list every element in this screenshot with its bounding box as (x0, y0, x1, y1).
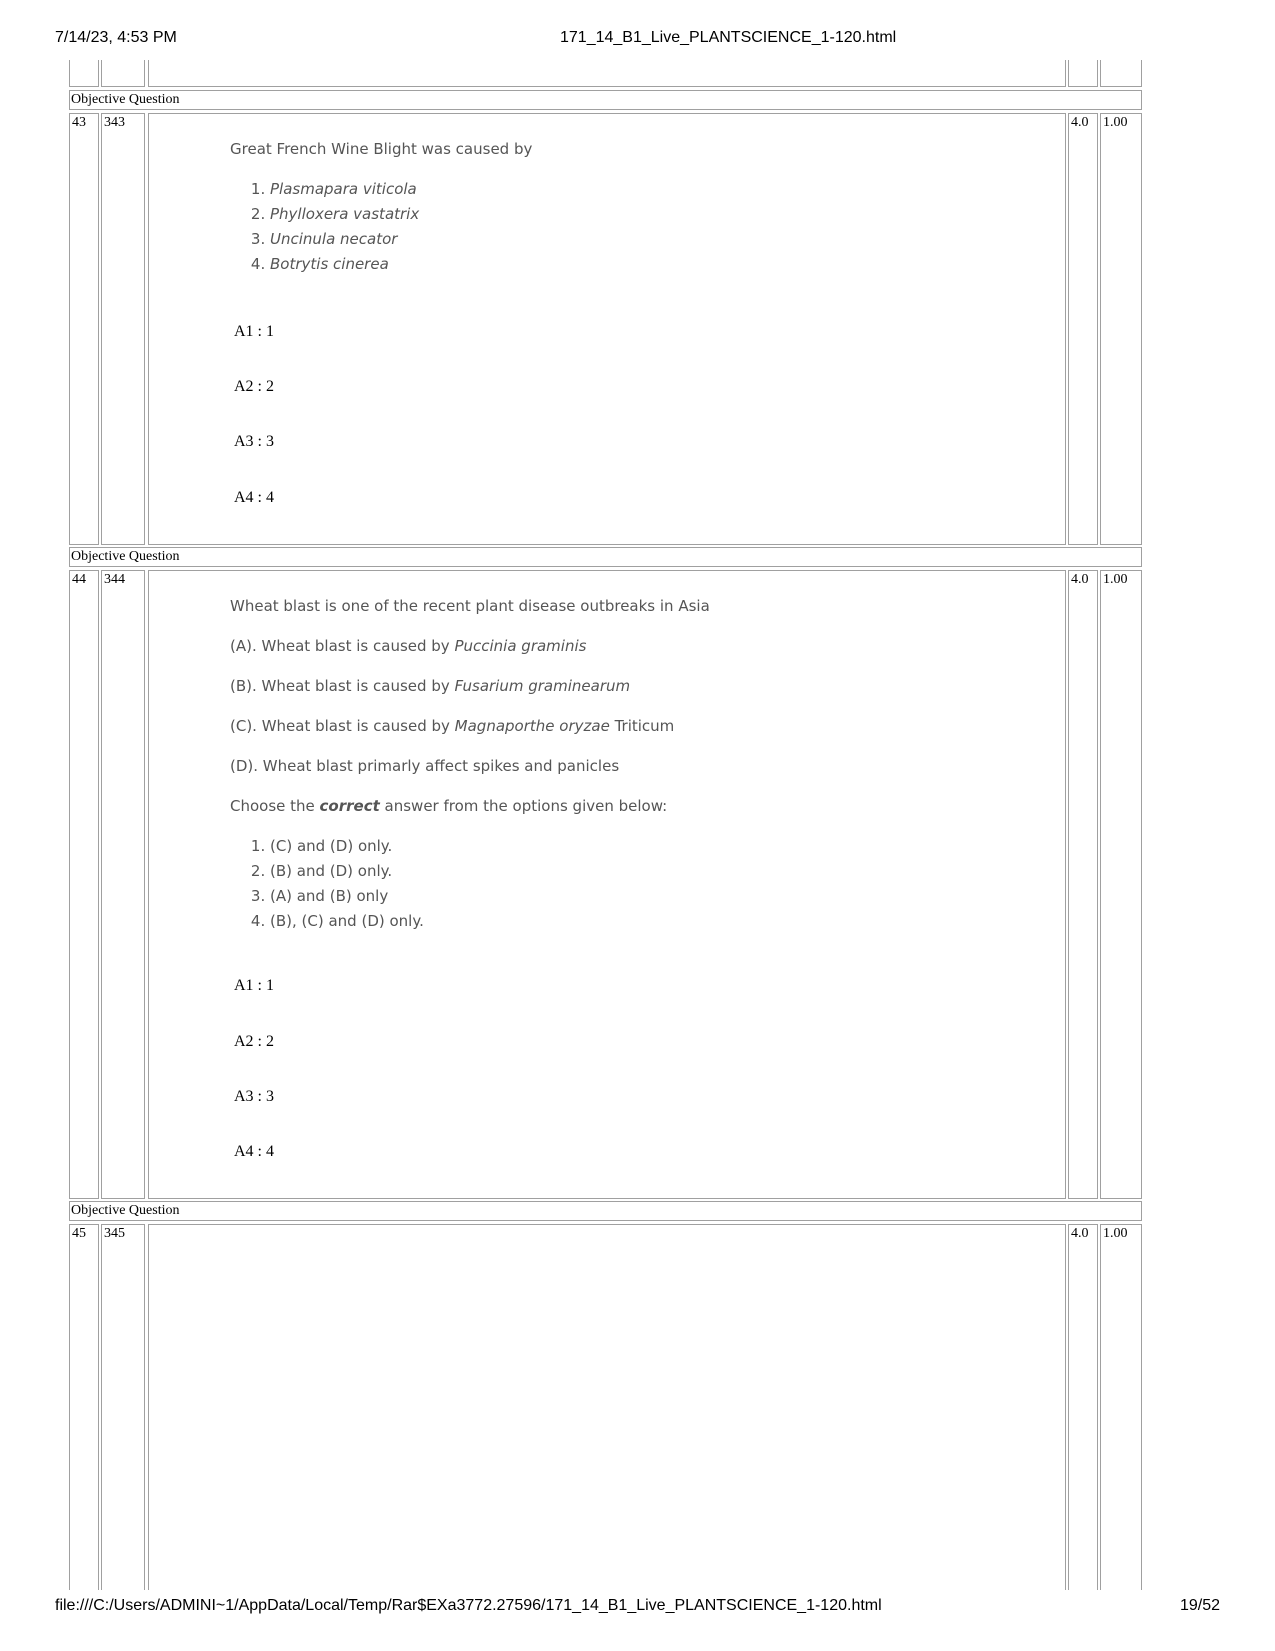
option-item: 4. (B), (C) and (D) only. (270, 909, 1180, 934)
option-item: 3. Uncinula necator (270, 227, 1180, 252)
print-page-number: 19/52 (1179, 1597, 1220, 1614)
question-stem: Wheat blast is one of the recent plant disease outbreaks in Asia (230, 597, 710, 615)
prev-row-qid-cell (101, 60, 145, 87)
question-serial: 44 (72, 572, 86, 587)
prev-row-serial-cell (69, 60, 99, 87)
statement-c: (C). Wheat blast is caused by Magnaporthe oryzae Triticum (230, 717, 675, 735)
answer-option-3: A3 : 3 (234, 1088, 274, 1105)
question-body (230, 596, 1180, 934)
statement-b: (B). Wheat blast is caused by Fusarium graminearum (230, 677, 631, 695)
answer-option-2: A2 : 2 (234, 378, 274, 395)
question-id: 344 (104, 572, 125, 587)
question-id: 345 (104, 1226, 125, 1241)
instruction: Choose the correct answer from the options given below: (230, 797, 668, 815)
question-content-cell (148, 1224, 1066, 1590)
answer-option-4: A4 : 4 (234, 489, 274, 506)
question-marks: 4.0 (1071, 572, 1089, 587)
option-item: 4. Botrytis cinerea (270, 252, 1180, 277)
print-footer (55, 1597, 1220, 1619)
answer-option-2: A2 : 2 (234, 1033, 274, 1050)
serial-cell (69, 1224, 99, 1590)
question-serial: 43 (72, 115, 86, 130)
statement-a: (A). Wheat blast is caused by Puccinia graminis (230, 637, 587, 655)
question-body (230, 139, 1180, 277)
section-label-row (69, 547, 1142, 567)
option-list (230, 177, 1180, 277)
statement-d: (D). Wheat blast primarly affect spikes and panicles (230, 757, 620, 775)
question-negative-marks: 1.00 (1103, 572, 1128, 587)
option-item: 3. (A) and (B) only (270, 884, 1180, 909)
serial-cell (69, 113, 99, 545)
answer-option-4: A4 : 4 (234, 1143, 274, 1160)
qid-cell (101, 1224, 145, 1590)
prev-row-negative-cell (1100, 60, 1142, 87)
section-label-row (69, 90, 1142, 110)
qid-cell (101, 113, 145, 545)
print-header (55, 29, 1220, 51)
question-paper-table (69, 60, 1207, 1590)
section-label-row (69, 1201, 1142, 1221)
serial-cell (69, 570, 99, 1199)
prev-row-content-cell (148, 60, 1066, 87)
answer-option-1: A1 : 1 (234, 323, 274, 340)
marks-cell (1068, 1224, 1098, 1590)
answer-option-3: A3 : 3 (234, 433, 274, 450)
question-serial: 45 (72, 1226, 86, 1241)
option-item: 2. Phylloxera vastatrix (270, 202, 1180, 227)
question-negative-marks: 1.00 (1103, 1226, 1128, 1241)
option-item: 1. Plasmapara viticola (270, 177, 1180, 202)
print-file-path: file:///C:/Users/ADMINI~1/AppData/Local/Temp/Rar$EXa3772.27596/171_14_B1_Live_PLANTSCIENCE_1-120.html (55, 1597, 882, 1614)
qid-cell (101, 570, 145, 1199)
negative-marks-cell (1100, 1224, 1142, 1590)
option-item: 1. (C) and (D) only. (270, 834, 1180, 859)
question-marks: 4.0 (1071, 1226, 1089, 1241)
option-list (230, 834, 1180, 934)
question-marks: 4.0 (1071, 115, 1089, 130)
section-label: Objective Question (71, 92, 180, 107)
question-negative-marks: 1.00 (1103, 115, 1128, 130)
print-datetime: 7/14/23, 4:53 PM (55, 29, 177, 46)
option-item: 2. (B) and (D) only. (270, 859, 1180, 884)
section-label: Objective Question (71, 549, 180, 564)
question-stem: Great French Wine Blight was caused by (230, 140, 533, 158)
prev-row-marks-cell (1068, 60, 1098, 87)
question-id: 343 (104, 115, 125, 130)
section-label: Objective Question (71, 1203, 180, 1218)
answer-option-1: A1 : 1 (234, 977, 274, 994)
print-doc-title: 171_14_B1_Live_PLANTSCIENCE_1-120.html (560, 29, 897, 46)
